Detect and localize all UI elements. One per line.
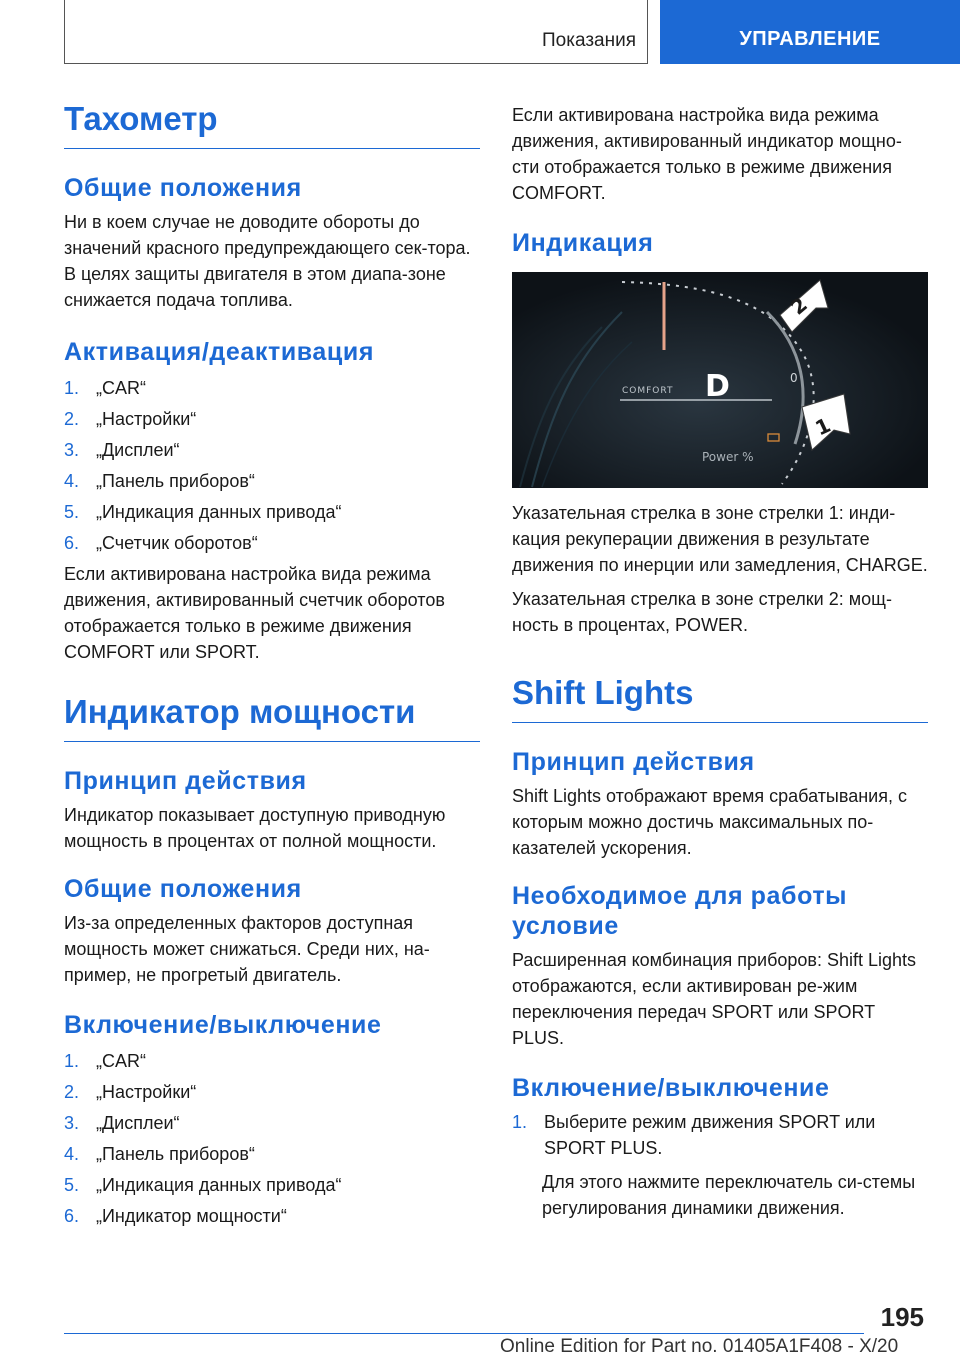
list-item: 1. „CAR“ bbox=[64, 1051, 146, 1071]
title-tachometer: Тахометр bbox=[64, 100, 480, 149]
steps-on-off bbox=[64, 1046, 480, 1232]
list-item: 3. „Дисплеи“ bbox=[64, 1113, 180, 1133]
heading-on-off-shift: Включение/выключение bbox=[512, 1074, 830, 1102]
list-item: 1. Выберите режим движения SPORT или SPORT PLUS. bbox=[512, 1112, 876, 1158]
steps-shift bbox=[512, 1109, 928, 1161]
text-general-2: Из-за определенных факторов доступная мощность может снижаться. Среди них, на-пример, не прогретый двигатель. bbox=[64, 913, 430, 985]
step-sub-text: Для этого нажмите переключатель си-стемы регулирования динамики движения. bbox=[542, 1172, 916, 1218]
heading-principle-shift: Принцип действия bbox=[512, 748, 755, 776]
heading-requirement: Необходимое для работы условие bbox=[512, 882, 848, 940]
text-principle: Индикатор показывает доступную приводную мощность в процентах от полной мощности. bbox=[64, 805, 446, 851]
list-item: 3. „Дисплеи“ bbox=[64, 440, 180, 460]
list-item: 6. „Индикатор мощности“ bbox=[64, 1206, 287, 1226]
title-power-meter: Индикатор мощности bbox=[64, 693, 480, 742]
heading-principle: Принцип действия bbox=[64, 767, 307, 795]
heading-general-2: Общие положения bbox=[64, 875, 302, 903]
power-label: Power % bbox=[702, 450, 754, 464]
list-item: 2. „Настройки“ bbox=[64, 409, 197, 429]
caption-arrow-1: Указательная стрелка в зоне стрелки 1: инди-кация рекуперации движения в результате движения по инерции или замедления, CHARGE. bbox=[512, 503, 928, 575]
gauge-zero: 0 bbox=[790, 371, 798, 385]
title-shift-lights: Shift Lights bbox=[512, 674, 928, 723]
chapter-tab bbox=[660, 0, 960, 64]
svg-text:2: 2 bbox=[785, 292, 812, 320]
note-activation: Если активирована настройка вида режима движения, активированный счетчик оборотов отображается только в режиме движения COMFORT или SPORT. bbox=[64, 564, 445, 662]
page-number: 195 bbox=[880, 1302, 924, 1332]
text-general-1: Ни в коем случае не доводите обороты до значений красного предупреждающего сек-тора. В целях защиты двигателя в этом диапа-зоне снижается подача топлива. bbox=[64, 212, 471, 310]
steps-activation bbox=[64, 373, 480, 559]
heading-on-off: Включение/выключение bbox=[64, 1011, 382, 1039]
text-principle-shift: Shift Lights отображают время срабатывания, с которым можно достичь максимальных по-казателей ускорения. bbox=[512, 786, 907, 858]
gear-indicator: D bbox=[705, 369, 730, 404]
list-item: 5. „Индикация данных привода“ bbox=[64, 1175, 342, 1195]
list-item: 5. „Индикация данных привода“ bbox=[64, 502, 342, 522]
list-item: 1. „CAR“ bbox=[64, 378, 146, 398]
list-item: 6. „Счетчик оборотов“ bbox=[64, 533, 258, 553]
footer-edition: Online Edition for Part no. 01405A1F408 - X/20 bbox=[500, 1336, 899, 1357]
text-intro-right: Если активирована настройка вида режима движения, активированный индикатор мощно-сти отображается только в режиме движения COMFORT. bbox=[512, 105, 902, 203]
right-column bbox=[512, 100, 928, 1221]
header-section-label: Показания bbox=[542, 30, 636, 51]
footer-rule bbox=[64, 1333, 864, 1334]
list-item: 4. „Панель приборов“ bbox=[64, 1144, 255, 1164]
list-item: 2. „Настройки“ bbox=[64, 1082, 197, 1102]
cluster-figure bbox=[512, 272, 928, 488]
heading-activation: Активация/деактивация bbox=[64, 338, 375, 366]
left-column bbox=[64, 100, 480, 1232]
comfort-label: COMFORT bbox=[622, 386, 674, 396]
chapter-label: УПРАВЛЕНИЕ bbox=[739, 27, 881, 50]
caption-arrow-2: Указательная стрелка в зоне стрелки 2: мощ-ность в процентах, POWER. bbox=[512, 589, 892, 635]
svg-text:1: 1 bbox=[811, 412, 835, 441]
text-requirement: Расширенная комбинация приборов: Shift Lights отображаются, если активирован ре-жим переключения передач SPORT или SPORT PLUS. bbox=[512, 950, 917, 1048]
heading-general-1: Общие положения bbox=[64, 174, 302, 202]
heading-display: Индикация bbox=[512, 229, 654, 257]
list-item: 4. „Панель приборов“ bbox=[64, 471, 255, 491]
cluster-illustration bbox=[512, 272, 928, 488]
